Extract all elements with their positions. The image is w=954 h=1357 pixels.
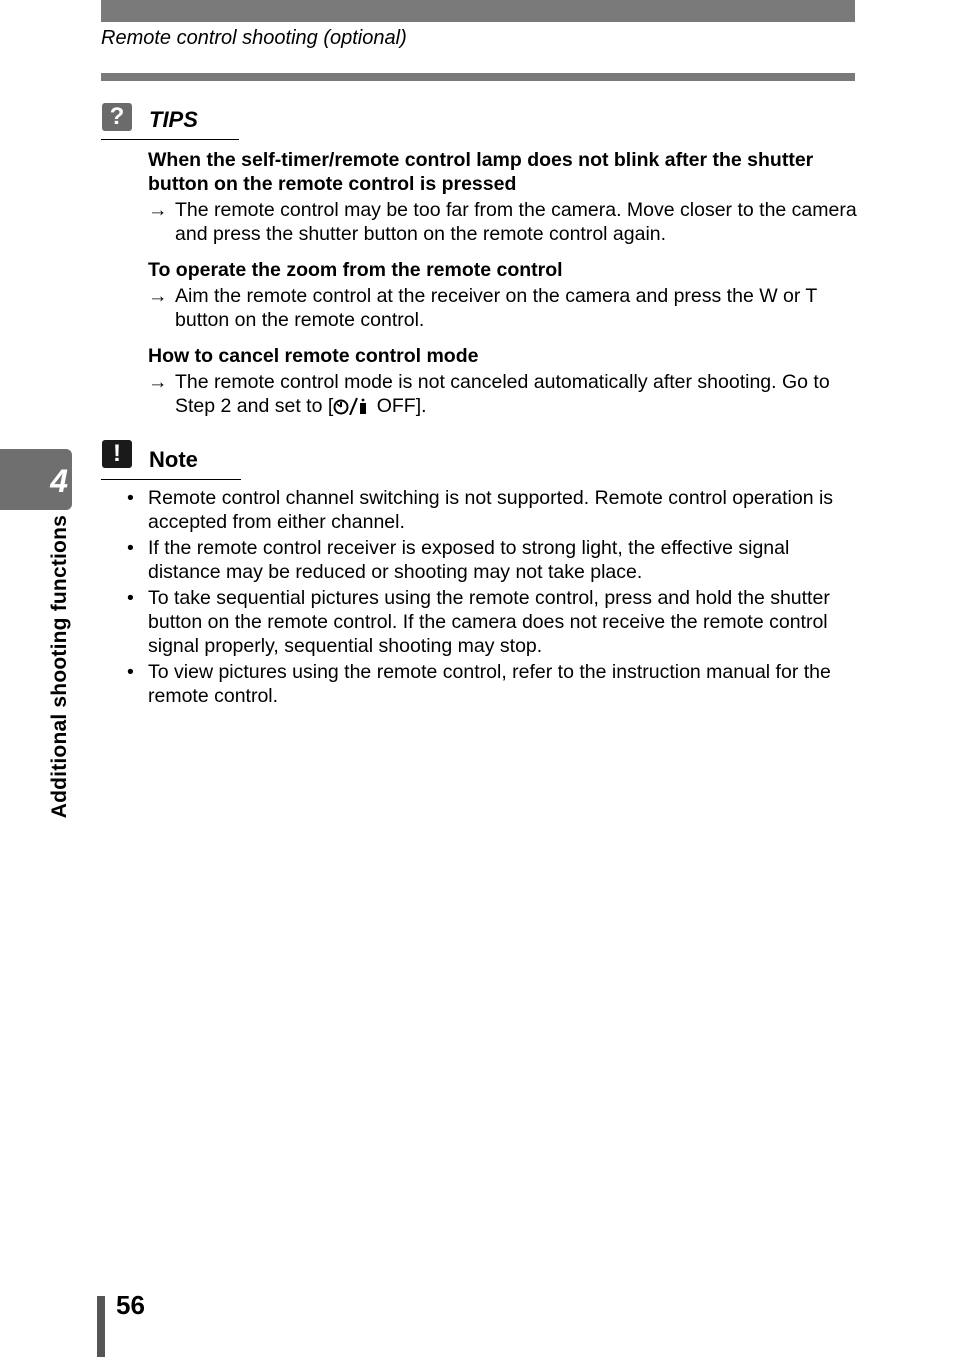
tip-question: How to cancel remote control mode [148,345,479,367]
tip-answer-text: Aim the remote control at the receiver on the camera and press the W or T button on the remote control. [175,285,817,331]
note-text: If the remote control receiver is exposed to strong light, the effective signal distance may be reduced or shooting may not take place. [148,537,790,583]
list-item [124,536,858,584]
tip-question: To operate the zoom from the remote control [148,259,563,281]
tips-heading: TIPS [149,107,198,132]
chapter-side-label: Additional shooting functions [48,515,71,819]
note-text: To take sequential pictures using the remote control, press and hold the shutter button on the remote control. If the camera does not receive the remote control signal properly, sequential shooting may stop. [148,587,830,657]
list-item [124,586,858,658]
note-header [101,440,241,480]
tip-answer [148,284,858,332]
bullet-icon: • [127,661,134,683]
tip-item [148,344,858,418]
exclamation-icon: ! [102,440,132,468]
bullet-icon: • [127,487,134,509]
note-list [124,486,858,710]
self-timer-remote-icon [333,397,371,415]
tip-question: When the self-timer/remote control lamp does not blink after the shutter button on the remote control is pressed [148,149,814,195]
arrow-icon: → [148,371,168,393]
tip-item [148,258,858,332]
header-top-bar [101,0,855,22]
note-heading: Note [149,447,198,472]
chapter-side-label-wrap [46,515,74,850]
arrow-icon: → [148,199,168,221]
question-mark-icon: ? [102,103,132,131]
tip-answer [148,198,858,246]
tip-answer [148,370,858,418]
tips-list [148,148,858,430]
bullet-icon: • [127,587,134,609]
page-number: 56 [116,1290,145,1320]
note-text: Remote control channel switching is not supported. Remote control operation is accepted from either channel. [148,487,834,533]
list-item [124,486,858,534]
tip-item [148,148,858,246]
arrow-icon: → [148,285,168,307]
page-number-bar [97,1296,105,1357]
chapter-number: 4 [50,463,68,499]
tip-answer-text: The remote control may be too far from the camera. Move closer to the camera and press the shutter button on the remote control again. [175,199,857,245]
list-item [124,660,858,708]
chapter-tab [0,449,72,510]
tips-header [101,103,239,140]
note-text: To view pictures using the remote control, refer to the instruction manual for the remote control. [148,661,831,707]
page-header-title: Remote control shooting (optional) [101,27,407,49]
header-rule [101,73,855,81]
tip-answer-text-before: The remote control mode is not canceled automatically after shooting. Go to Step 2 and set to [ [175,371,830,417]
bullet-icon: • [127,537,134,559]
tip-answer-text-after: OFF]. [371,395,427,417]
